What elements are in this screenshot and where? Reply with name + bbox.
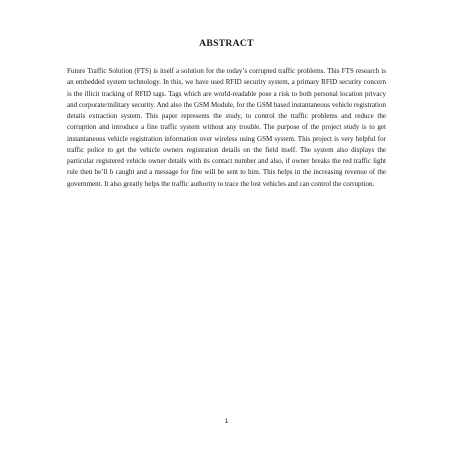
abstract-body: Future Traffic Solution (FTS) is itself a solution for the today’s corrupted traffic problems. This FTS research is an embedded system technology. In this, we have used RFID security system, a primary RFID security concern is the illicit tracking of RFID tags. Tags which are world-readable pose a risk to both personal location privacy and corporate/military security. And also the GSM Module, for the GSM based instantaneous vehicle registration details extraction system. This paper represents the study, to control the traffic problems and reduce the corruption and introduce a fine traffic system without any trouble. The purpose of the project study is to get instantaneous vehicle registration information over wireless using GSM system. This project is very helpful for traffic police to get the vehicle owners registration details on the field itself. The system also displays the particular registered vehicle owner details with its contact number and also, if owner breaks the red traffic light rule then he’ll b caught and a message for fine will be sent to him. This helps in the increasing revenue of the government. It also greatly helps the traffic authority to trace the lost vehicles and can control the corruption. (67, 67, 386, 188)
page-number: 1 (224, 418, 229, 425)
abstract-heading: ABSTRACT (199, 38, 254, 49)
